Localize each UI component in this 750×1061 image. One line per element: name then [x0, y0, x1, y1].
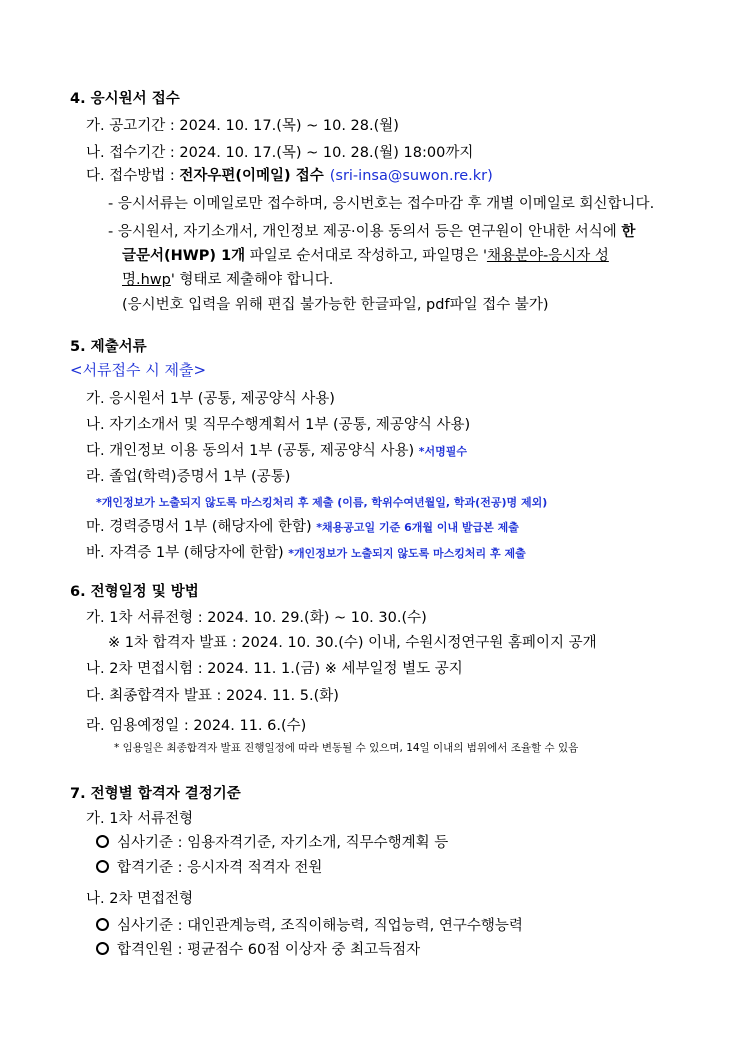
section-5-title: 5. 제출서류	[70, 339, 147, 355]
s7-item-a: 가. 1차 서류전형	[86, 811, 194, 827]
s7-a1-text: 심사기준 : 임용자격기준, 자기소개, 직무수행계획 등	[117, 835, 449, 851]
s7-a-criteria-1	[96, 833, 448, 853]
s4-detail-4-text: ' 형태로 제출해야 합니다.	[170, 272, 334, 288]
s4-detail-5: (응시번호 입력을 위해 편집 불가능한 한글파일, pdf파일 접수 불가)	[122, 297, 549, 313]
s6-item-d: 라. 임용예정일 : 2024. 11. 6.(수)	[86, 718, 307, 734]
s4-c-prefix: 다. 접수방법 :	[86, 168, 180, 184]
s7-item-b: 나. 2차 면접전형	[86, 891, 194, 907]
s4-detail-2	[108, 222, 635, 242]
s4-detail-2-text: - 응시원서, 자기소개서, 개인정보 제공·이용 동의서 등은 연구원이 안내한 서식에	[108, 224, 622, 240]
s5-e-text: 마. 경력증명서 1부 (해당자에 한함)	[86, 519, 317, 535]
s5-e-note: *채용공고일 기준 6개월 이내 발급본 제출	[316, 521, 519, 534]
s5-item-f	[86, 543, 526, 564]
s5-c-note: *서명필수	[418, 445, 468, 458]
s4-c-email-link[interactable]: (sri-insa@suwon.re.kr)	[329, 168, 493, 184]
s5-item-d: 라. 졸업(학력)증명서 1부 (공통)	[86, 469, 291, 485]
s5-f-note: *개인정보가 노출되지 않도록 마스킹처리 후 제출	[288, 547, 526, 560]
s6-item-a-note: ※ 1차 합격자 발표 : 2024. 10. 30.(수) 이내, 수원시정연구원 홈페이지 공개	[108, 635, 597, 651]
circle-bullet-icon	[96, 835, 109, 848]
s7-b-criteria-1	[96, 916, 523, 936]
s7-a-criteria-2	[96, 858, 322, 878]
section-4-title: 4. 응시원서 접수	[70, 91, 180, 107]
s4-detail-4-underline: 명.hwp	[122, 272, 171, 288]
s5-c-text: 다. 개인정보 이용 동의서 1부 (공통, 제공양식 사용)	[86, 443, 419, 459]
section-6-title: 6. 전형일정 및 방법	[70, 584, 199, 600]
s4-detail-2-bold: 한	[621, 224, 636, 240]
s6-item-b: 나. 2차 면접시험 : 2024. 11. 1.(금) ※ 세부일정 별도 공지	[86, 661, 463, 677]
s5-item-a: 가. 응시원서 1부 (공통, 제공양식 사용)	[86, 391, 335, 407]
s4-item-c	[86, 166, 493, 186]
s7-b2-text: 합격인원 : 평균점수 60점 이상자 중 최고득점자	[117, 942, 421, 958]
s5-subtitle: <서류접수 시 제출>	[70, 361, 207, 379]
circle-bullet-icon	[96, 942, 109, 955]
s4-detail-3-bold: 글문서(HWP) 1개	[122, 248, 246, 264]
s4-item-b: 나. 접수기간 : 2024. 10. 17.(목) ~ 10. 28.(월) 18:00까지	[86, 145, 474, 161]
s4-detail-3	[122, 246, 609, 266]
s5-f-text: 바. 자격증 1부 (해당자에 한함)	[86, 545, 289, 561]
s6-item-c: 다. 최종합격자 발표 : 2024. 11. 5.(화)	[86, 688, 339, 704]
s5-item-c	[86, 441, 467, 462]
circle-bullet-icon	[96, 918, 109, 931]
s4-item-a: 가. 공고기간 : 2024. 10. 17.(목) ~ 10. 28.(월)	[86, 118, 399, 134]
s5-d-note: *개인정보가 노출되지 않도록 마스킹처리 후 제출 (이름, 학위수여년월일, 학과(전공)명 제외)	[96, 496, 548, 509]
s7-b1-text: 심사기준 : 대인관계능력, 조직이해능력, 직업능력, 연구수행능력	[117, 918, 523, 934]
s4-detail-1: - 응시서류는 이메일로만 접수하며, 응시번호는 접수마감 후 개별 이메일로 회신합니다.	[108, 196, 655, 212]
s7-a2-text: 합격기준 : 응시자격 적격자 전원	[117, 860, 323, 876]
s4-detail-3-underline: 채용분야-응시자 성	[486, 248, 609, 264]
s5-item-b: 나. 자기소개서 및 직무수행계획서 1부 (공통, 제공양식 사용)	[86, 417, 471, 433]
circle-bullet-icon	[96, 860, 109, 873]
s4-detail-4	[122, 270, 333, 290]
section-7-title: 7. 전형별 합격자 결정기준	[70, 786, 241, 802]
s6-item-d-note: * 임용일은 최종합격자 발표 진행일정에 따라 변동될 수 있으며, 14일 이내의 범위에서 조율할 수 있음	[114, 742, 579, 754]
s5-item-e	[86, 517, 519, 538]
s7-b-criteria-2	[96, 940, 420, 960]
s4-detail-3-text: 파일로 순서대로 작성하고, 파일명은 '	[245, 248, 487, 264]
s6-item-a: 가. 1차 서류전형 : 2024. 10. 29.(화) ~ 10. 30.(수)	[86, 610, 427, 626]
s4-c-method: 전자우편(이메일) 접수	[179, 168, 324, 184]
